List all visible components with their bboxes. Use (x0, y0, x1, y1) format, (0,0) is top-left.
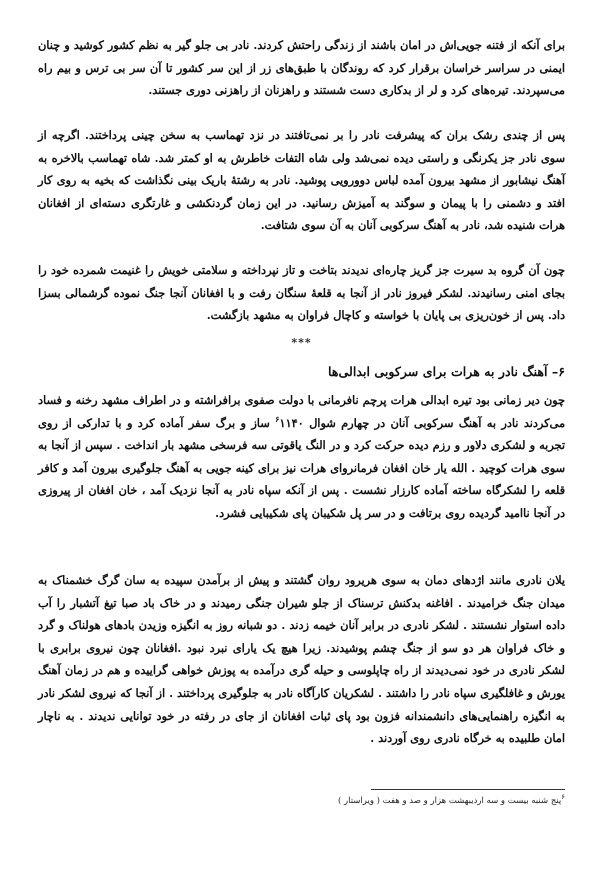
paragraph-tahmasp-rivalry: پس از چندی رشک بران که پیشرفت نادر را بر نمی‌تافتند در نزد تهماسب به سخن چینی پرداختند. اگرچه از سوی نادر جز یکرنگی و راستی دیده نمی‌شد ولی شاه التفات خاطرش به او کمتر شد. شاه تهماسب بالاخره به آهنگ نیشابور از مشهد بیرون آمده لباس دوورویی پوشید. نادر به رشتهٔ باریک بینی نگذاشت که بخیه به روی کار افتد و دشمنی را با پیمان و سوگند به آمیزش رسانید. در این زمان گردنکشی و غارتگری دسته‌ای از افغانان هرات شنیده شد، نادر به آهنگ سرکوبی آنان به آن سوی شتافت. (38, 128, 565, 233)
paragraph-herat-march (38, 389, 565, 525)
section-separator: *** (291, 336, 312, 349)
paragraph-herat-march-rest: ۱۱۴۰ ساز و برگ سفر آماده کرد و با تدارکی از روی تجربه و لشکری دلاور و رزم دیده حرکت کرد و در النگ یاقوتی سه فرسخی مشهد بار انداخت . سپس از آنجا به سوی هرات کوچید . الله یار خان افغان فرمانروای هرات نیز برای کینه جویی به آهنگ جلوگیری بیرون آمد و کافر قلعه را لشکرگاه ساخته آماده کارزار نشست . پس از آنکه سپاه نادر به آنجا نزدیک آمد ، خان افغان از پیروزی در آنجا ناامید گردیده روی برتافت و در سر پل شکیبان پای شکیبایی فشرد. (38, 415, 565, 520)
paragraph-sangan-campaign: چون آن گروه بد سیرت جز گریز چاره‌ای ندیدند بتاخت و تاز نپرداخته و سلامتی خویش را غنیمت شمرده خود را بجای امنی رسانیدند. لشکر فیروز نادر از آنجا به قلعهٔ سنگان رفت و با افغانان آنجا جنگ نموده گرشمالی بسزا داد. پس از خون‌ریزی بی پایان با خواسته و کاچال فراوان به مشهد بازگشت. (38, 263, 565, 323)
footnote-divider (371, 789, 565, 790)
footnote-text: پنج شنبه بیست و سه اردیبهشت هزار و صد و هفت ( ویراستار ) (338, 796, 562, 806)
section-heading: ۶– آهنگ نادر به هرات برای سرکوبی ابدالی‌ها (328, 364, 565, 379)
paragraph-herat-march-start: چون دیر زمانی بود تیره ابدالی هرات پرچم نافرمانی با دولت صفوی برافراشته و در اطراف مشهد رخنه و فساد می‌کردند نادر به آهنگ سرکوبی آنان در چهارم شوال (38, 393, 566, 430)
footnote (38, 794, 565, 808)
footnote-reference: ۶ (275, 413, 280, 424)
paragraph-harirud-battle: یلان نادری مانند اژدهای دمان به سوی هریرود روان گشتند و پیش از برآمدن سپیده به سان گرگ خشمناک به میدان جنگ خرامیدند . افاغنه بدکنش ترسناک از جلو شیران جنگی رمیدند و در خاک باد صبا تیغ آتشبار را آب داده استوار نشستند . لشکر نادری در برابر آنان خیمه زدند . دو شبانه روز به انگیزه وزیدن بادهای هولناک و گرد و خاک فراوان هر دو سو از جنگ چشم پوشیدند. زیرا هیچ یک یارای نبرد نبود .افغانان چون نیروی برابری با لشکر نادری در خود نمی‌دیدند از راه چاپلوسی و حیله گری درآمده به پوزش خواهی گراییده و هم در زمان آهنگ یورش و غافلگیری سپاه نادر را داشتند . لشکریان کارآگاه نادر به جلوگیری پرداختند . از آنجا که نیروی لشکر نادر به انگیزه راهنمایی‌های دانشمندانه فزون بود پای ثبات افغانان از جای در رفته در خود توانایی ندیدند . به ناچار امان طلبیده به خرگاه نادری روی آوردند . (38, 573, 565, 746)
paragraph-khorasan-order: برای آنکه از فتنه جویی‌اش در امان باشند از زندگی راحتش کردند. نادر بی جلو گیر به نظم کشور کوشید و چنان ایمنی در سراسر خراسان برقرار کرد که روندگان با طبق‌های زر از این سر کشور تا آن سر بی ترس و بیم راه می‌سپردند. تیره‌های کرد و لر از بدکاری دست شستند و راهزنان از راهزنی دوری جستند. (38, 38, 565, 98)
footnote-mark: ۶ (561, 793, 565, 802)
